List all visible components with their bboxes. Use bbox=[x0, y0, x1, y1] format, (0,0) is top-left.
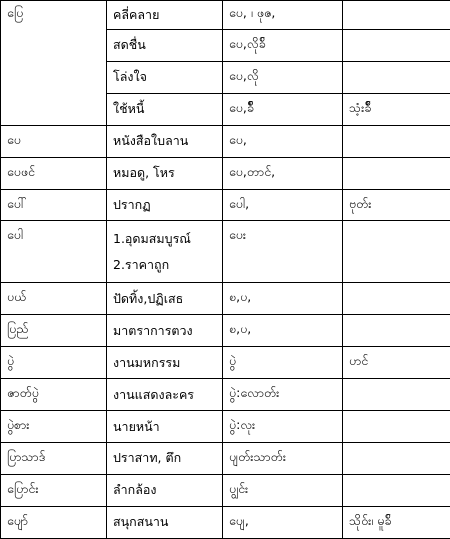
mon-word-cell: ပွဲ bbox=[223, 347, 343, 379]
thai-meaning-cell: ปัดทิ้ง,ปฏิเสธ bbox=[107, 283, 223, 315]
table-row bbox=[1, 474, 450, 506]
mon-word-cell: ပျေ, bbox=[223, 506, 343, 538]
table-row bbox=[1, 379, 450, 411]
thai-meaning-cell: สนุกสนาน bbox=[107, 506, 223, 538]
table-row bbox=[1, 315, 450, 347]
mon-word-cell: ပေ,တာင်, bbox=[223, 157, 343, 189]
burmese-word-cell: ပြာသာဒ် bbox=[1, 442, 107, 474]
thai-meaning-cell: ใช้หนี้ bbox=[107, 93, 223, 125]
mon-word-cell: ပျွင်း bbox=[223, 474, 343, 506]
thai-meaning-cell: หมอดู, โหร bbox=[107, 157, 223, 189]
burmese-word-cell: ပွဲစား bbox=[1, 411, 107, 443]
mon-word-cell: ပေ, bbox=[223, 125, 343, 157]
burmese-word-cell: ပေါ bbox=[1, 221, 107, 283]
extra-cell bbox=[343, 283, 450, 315]
burmese-word-cell: ပြည် bbox=[1, 315, 107, 347]
extra-cell bbox=[343, 379, 450, 411]
thai-meaning-cell: นายหน้า bbox=[107, 411, 223, 443]
mon-word-cell: ပွဲ:လောတ်း bbox=[223, 379, 343, 411]
thai-meaning-cell: ปราสาท, ตึก bbox=[107, 442, 223, 474]
table-row bbox=[1, 283, 450, 315]
extra-cell bbox=[343, 315, 450, 347]
extra-cell: ဗုတ်း bbox=[343, 189, 450, 221]
burmese-word-cell: ပျော် bbox=[1, 506, 107, 538]
extra-cell bbox=[343, 29, 450, 61]
thai-meaning-cell: หนังสือใบลาน bbox=[107, 125, 223, 157]
extra-cell bbox=[343, 61, 450, 93]
table-row bbox=[1, 442, 450, 474]
mon-word-cell: ၿ,ပ, bbox=[223, 315, 343, 347]
extra-cell: သံ့းခ်ိဳ bbox=[343, 93, 450, 125]
extra-cell: ပာင် bbox=[343, 347, 450, 379]
table-row bbox=[1, 125, 450, 157]
mon-word-cell: ပျတ်းသာတ်း bbox=[223, 442, 343, 474]
burmese-word-cell: ပြေ bbox=[1, 1, 107, 126]
thai-meaning-cell: มาตราการตวง bbox=[107, 315, 223, 347]
table-row bbox=[1, 1, 450, 30]
table-row bbox=[1, 506, 450, 538]
burmese-word-cell: ပေ bbox=[1, 125, 107, 157]
table-row bbox=[1, 221, 450, 283]
thai-meaning-cell: งานแสดงละคร bbox=[107, 379, 223, 411]
thai-meaning-cell bbox=[107, 221, 223, 283]
extra-cell: သိုဝ်း၊ မူခ်ိ bbox=[343, 506, 450, 538]
extra-cell bbox=[343, 442, 450, 474]
thai-meaning-line-1: 1.อุดมสมบูรณ์ bbox=[113, 230, 191, 246]
extra-cell bbox=[343, 474, 450, 506]
thai-meaning-cell: ลำกล้อง bbox=[107, 474, 223, 506]
burmese-word-cell: ပေါ် bbox=[1, 189, 107, 221]
burmese-word-cell: ပြောင်း bbox=[1, 474, 107, 506]
extra-cell bbox=[343, 125, 450, 157]
extra-cell bbox=[343, 1, 450, 30]
extra-cell bbox=[343, 221, 450, 283]
mon-word-cell: ပေ,ခ်ိဳ bbox=[223, 93, 343, 125]
thai-meaning-cell: งานมหกรรม bbox=[107, 347, 223, 379]
mon-word-cell: ပေး bbox=[223, 221, 343, 283]
mon-word-cell: ပေ,လို bbox=[223, 61, 343, 93]
burmese-word-cell: ပွဲ bbox=[1, 347, 107, 379]
burmese-word-cell: ဇာတ်ပွဲ bbox=[1, 379, 107, 411]
thai-meaning-line-2: 2.ราคาถูก bbox=[113, 256, 170, 272]
table-row bbox=[1, 189, 450, 221]
mon-word-cell: ပေ,လိုခ်ိ bbox=[223, 29, 343, 61]
extra-cell bbox=[343, 411, 450, 443]
burmese-word-cell: ပေဖင် bbox=[1, 157, 107, 189]
thai-meaning-cell: คลี่คลาย bbox=[107, 1, 223, 30]
table-row bbox=[1, 411, 450, 443]
extra-cell bbox=[343, 157, 450, 189]
mon-word-cell: ပေါ, bbox=[223, 189, 343, 221]
mon-word-cell: ၿ,ပ, bbox=[223, 283, 343, 315]
mon-word-cell: ပွဲ:လုး bbox=[223, 411, 343, 443]
table-row bbox=[1, 157, 450, 189]
mon-word-cell: ပေ, ၊ ဖုဇ, bbox=[223, 1, 343, 30]
thai-meaning-cell: ปรากฏ bbox=[107, 189, 223, 221]
burmese-word-cell: ပယ် bbox=[1, 283, 107, 315]
table-row bbox=[1, 347, 450, 379]
thai-meaning-cell: สดชื่น bbox=[107, 29, 223, 61]
thai-meaning-cell: โล่งใจ bbox=[107, 61, 223, 93]
